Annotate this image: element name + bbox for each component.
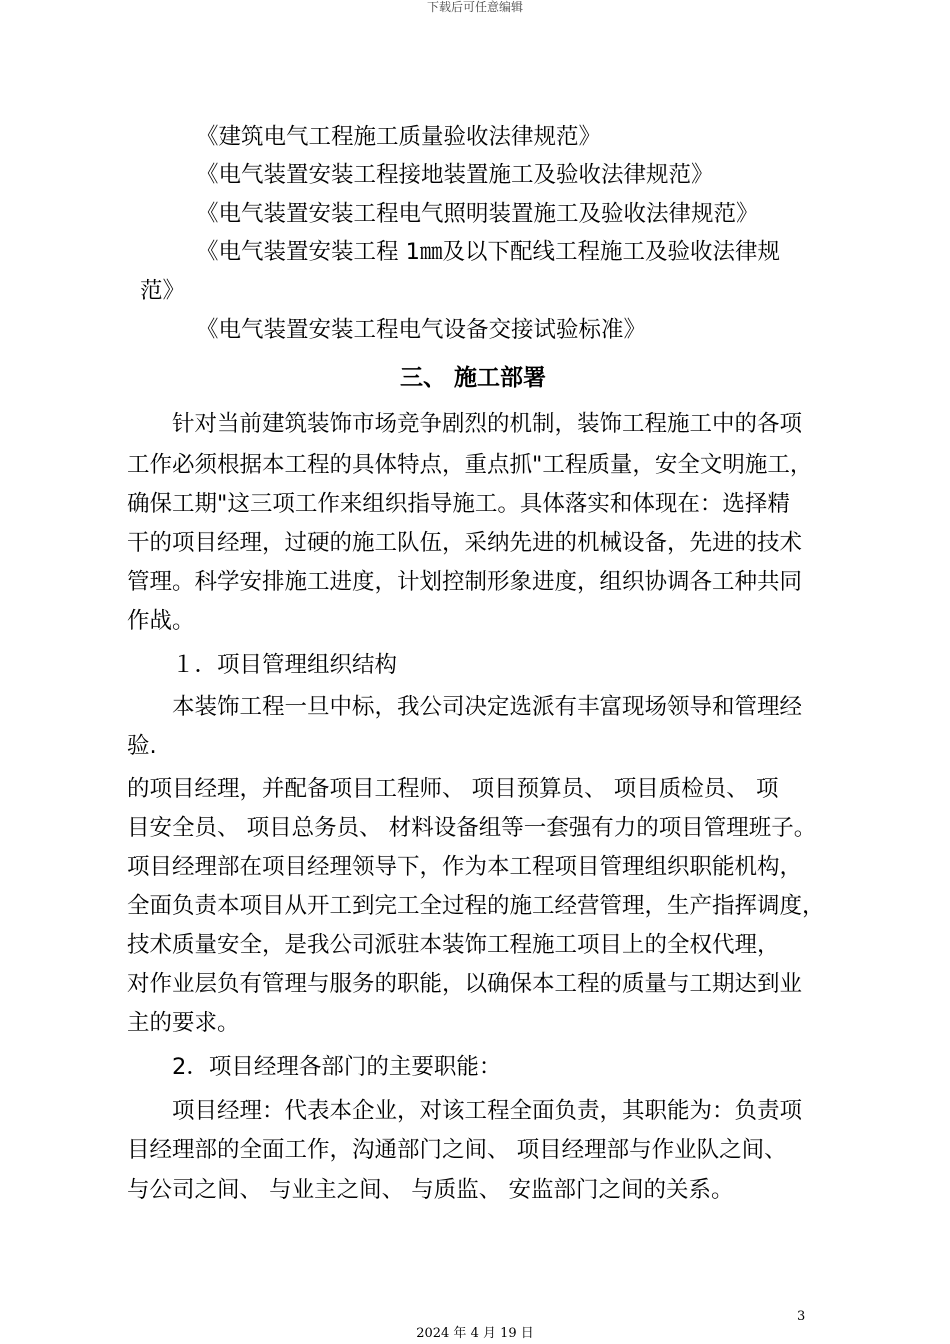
standard-item-continuation: 范》	[140, 278, 186, 304]
paragraph-line: 工作必须根据本工程的具体特点，重点抓"工程质量，安全文明施工，	[127, 452, 813, 478]
standard-item: 《电气装置安装工程电气照明装置施工及验收法律规范》	[196, 201, 759, 227]
paragraph-line: 的项目经理，并配备项目工程师、 项目预算员、 项目质检员、 项	[127, 776, 779, 802]
paragraph-line: 干的项目经理，过硬的施工队伍，采纳先进的机械设备，先进的技术	[127, 530, 803, 556]
paragraph-line: 验.	[127, 733, 157, 759]
standard-item: 《电气装置安装工程 1㎜及以下配线工程施工及验收法律规	[196, 239, 780, 265]
paragraph-line: 目安全员、 项目总务员、 材料设备组等一套强有力的项目管理班子。	[127, 815, 817, 841]
standard-item: 《电气装置安装工程接地装置施工及验收法律规范》	[196, 162, 714, 188]
paragraph-line: 对作业层负有管理与服务的职能，以确保本工程的质量与工期达到业	[127, 971, 803, 997]
paragraph-line: 与公司之间、 与业主之间、 与质监、 安监部门之间的关系。	[127, 1177, 734, 1203]
standard-item: 《建筑电气工程施工质量验收法律规范》	[196, 124, 602, 150]
paragraph-line: 项目经理：代表本企业，对该工程全面负责，其职能为：负责项	[172, 1098, 803, 1124]
paragraph-line: 项目经理部在项目经理领导下，作为本工程项目管理组织职能机构，	[127, 854, 803, 880]
paragraph-line: 目经理部的全面工作，沟通部门之间、 项目经理部与作业队之间、	[127, 1137, 787, 1163]
paragraph-line: 确保工期"这三项工作来组织指导施工。具体落实和体现在：选择精	[127, 491, 790, 517]
subsection-title: 2．项目经理各部门的主要职能：	[172, 1054, 502, 1080]
footer-date: 2024 年 4 月 19 日	[416, 1326, 534, 1341]
subsection-title: １．项目管理组织结构	[172, 652, 398, 678]
section-title: 三、 施工部署	[400, 365, 547, 391]
header-note: 下载后可任意编辑	[426, 0, 523, 14]
paragraph-line: 技术质量安全，是我公司派驻本装饰工程施工项目上的全权代理，	[127, 932, 780, 958]
page-number: 3	[797, 1309, 806, 1324]
paragraph-line: 主的要求。	[127, 1010, 240, 1036]
paragraph-line: 管理。科学安排施工进度，计划控制形象进度，组织协调各工种共同	[127, 569, 803, 595]
standard-item: 《电气装置安装工程电气设备交接试验标准》	[196, 317, 647, 343]
paragraph-line: 全面负责本项目从开工到完工全过程的施工经营管理，生产指挥调度，	[127, 893, 825, 919]
paragraph-line: 本装饰工程一旦中标，我公司决定选派有丰富现场领导和管理经	[172, 694, 803, 720]
paragraph-line: 作战。	[127, 608, 195, 634]
paragraph-line: 针对当前建筑装饰市场竞争剧烈的机制，装饰工程施工中的各项	[172, 411, 803, 437]
